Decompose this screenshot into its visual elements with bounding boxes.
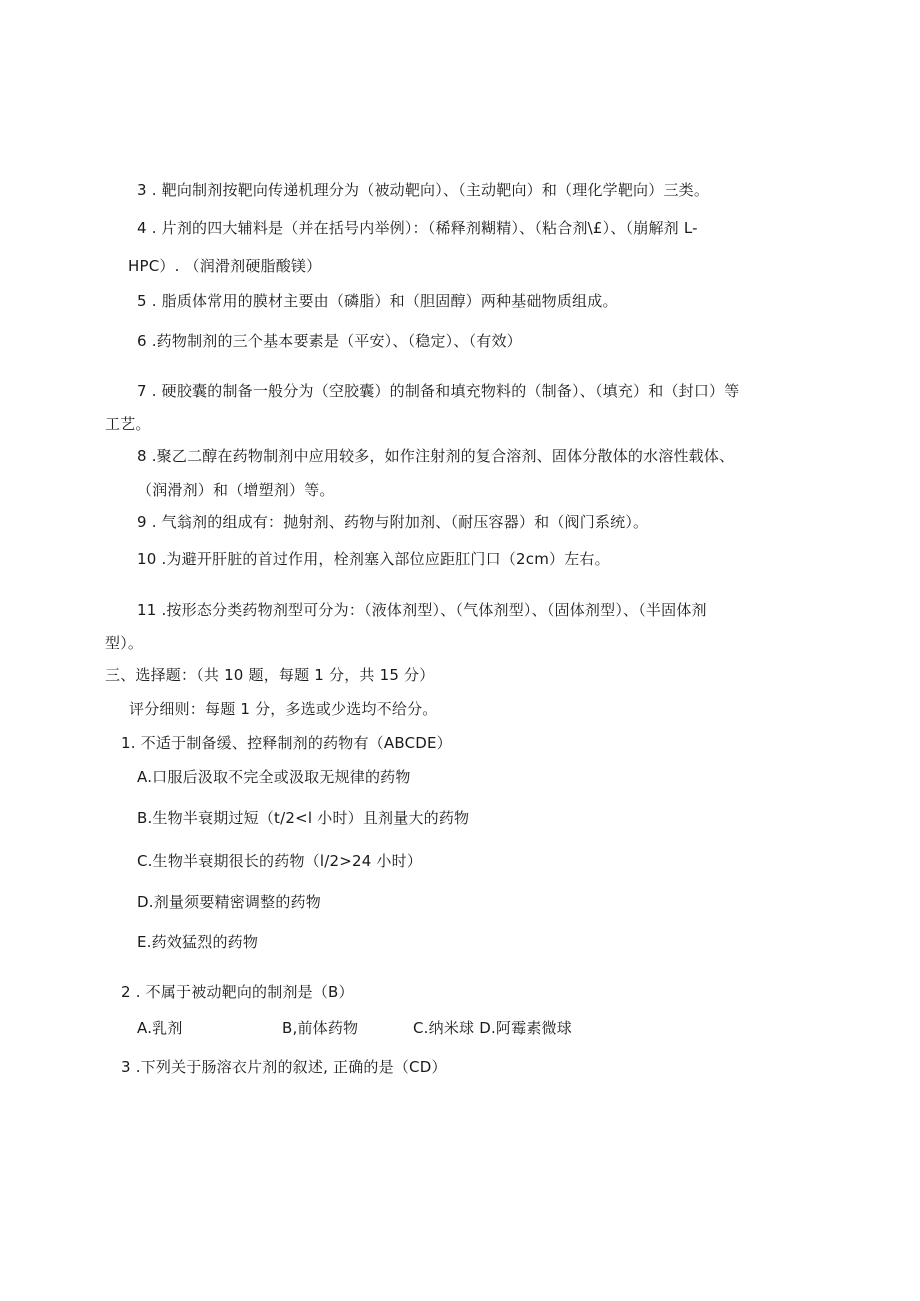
fill-item-6: 6 .药物制剂的三个基本要素是（平安）、（稳定）、（有效） bbox=[137, 332, 522, 350]
fill-item-7-cont: 工艺。 bbox=[105, 415, 151, 433]
q1-option-a: A.口服后汲取不完全或汲取无规律的药物 bbox=[137, 768, 411, 786]
choice-question-3: 3 .下列关于肠溶衣片剂的叙述, 正确的是（CD） bbox=[121, 1058, 447, 1076]
fill-item-10: 10 .为避开肝脏的首过作用，栓剂塞入部位应距肛门口（2cm）左右。 bbox=[137, 550, 610, 568]
fill-item-4-cont: HPC）. （润滑剂硬脂酸镁） bbox=[128, 257, 322, 275]
fill-item-5: 5 . 脂质体常用的膜材主要由（磷脂）和（胆固醇）两种基础物质组成。 bbox=[137, 292, 618, 310]
fill-item-11: 11 .按形态分类药物剂型可分为：（液体剂型）、（气体剂型）、（固体剂型）、（半固体剂 bbox=[137, 601, 707, 619]
choice-question-1: 1. 不适于制备缓、控释制剂的药物有（ABCDE） bbox=[121, 734, 452, 752]
q2-option-b: B,前体药物 bbox=[282, 1019, 359, 1037]
choice-question-2: 2 . 不属于被动靶向的制剂是（B） bbox=[121, 983, 354, 1001]
section-heading: 三、选择题：（共 10 题，每题 1 分，共 15 分） bbox=[105, 666, 435, 684]
q2-option-a: A.乳剂 bbox=[137, 1019, 183, 1037]
fill-item-11-cont: 型）。 bbox=[105, 634, 144, 652]
q1-option-b: B.生物半衰期过短（t/2<l 小时）且剂量大的药物 bbox=[137, 809, 470, 827]
fill-item-8-cont: （润滑剂）和（增塑剂）等。 bbox=[137, 481, 335, 499]
q2-option-cd: C.纳米球 D.阿霉素微球 bbox=[413, 1019, 572, 1037]
q1-option-e: E.药效猛烈的药物 bbox=[137, 933, 259, 951]
fill-item-8: 8 .聚乙二醇在药物制剂中应用较多，如作注射剂的复合溶剂、固体分散体的水溶性载体、 bbox=[137, 447, 735, 465]
fill-item-4: 4 . 片剂的四大辅料是（并在括号内举例）：（稀释剂糊精）、（粘合剂\£）、（崩解剂 L- bbox=[137, 219, 698, 237]
fill-item-3: 3 . 靶向制剂按靶向传递机理分为（被动靶向）、（主动靶向）和（理化学靶向）三类。 bbox=[137, 181, 710, 199]
scoring-rule: 评分细则：每题 1 分，多选或少选均不给分。 bbox=[129, 700, 438, 718]
q1-option-c: C.生物半衰期很长的药物（l/2>24 小时） bbox=[137, 852, 423, 870]
fill-item-7: 7 . 硬胶囊的制备一般分为（空胶囊）的制备和填充物料的（制备）、（填充）和（封口）等 bbox=[137, 382, 740, 400]
q1-option-d: D.剂量须要精密调整的药物 bbox=[137, 893, 321, 911]
fill-item-9: 9 . 气翁剂的组成有：抛射剂、药物与附加剂、（耐压容器）和（阀门系统）。 bbox=[137, 513, 649, 531]
